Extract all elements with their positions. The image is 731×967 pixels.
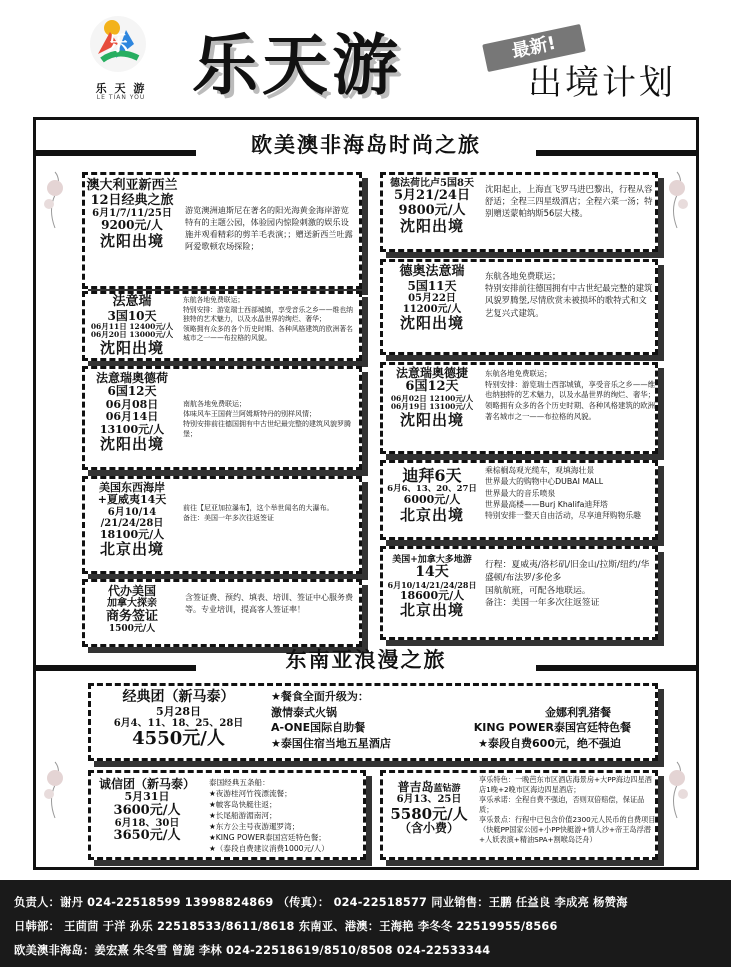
tour-description: 南航各地免费联运； 体味风车王国荷兰阿姆斯特丹的别样风情； 特别安排前往德国拥有中古世纪最完整的建筑风貌罗腾堡； (183, 400, 351, 439)
tour-label: 法意瑞 3国10天 06月11日 12400元/人 06月20日 13000元/人 沈阳出境 (90, 294, 174, 357)
tour-card-dfhb[interactable] (380, 172, 658, 252)
flower-ornament-icon (660, 170, 694, 230)
footer-line-3: 欧美澳非海岛：姜宏熹 朱冬雪 曾旎 李林 024-22518619/8510/8508 024-22533344 (14, 944, 491, 957)
flower-ornament-icon (38, 170, 72, 230)
visa-description: 含签证费、预约、填表、培训、签证中心服务费等。专业培训，提高客人签证率！ (185, 593, 353, 614)
tour-description: 沈阳起止，上海直飞罗马进巴黎出，行程从容舒适；全程三四星级酒店；全程六菜一汤；特别赠送蒙帕纳斯56层大楼。 (485, 184, 653, 219)
tour-card-australia[interactable] (82, 172, 362, 289)
tour-label: 德法荷比卢5国8天 5月21/24日 9800元/人 沈阳出境 (390, 178, 474, 236)
tour-description: 乘棕榈岛观光缆车，观填海壮景 世界最大的购物中心DUBAI MALL 世界最大的音乐喷泉 世界最高楼——Burj Khalifa迪拜塔 特别安排一整天自由活动，尽享迪拜购物乐趣 (485, 466, 641, 521)
section-title-europe (36, 128, 696, 162)
tour-card-dayr[interactable] (380, 259, 658, 355)
tour-description: 东航各地免费联运； 特别安排：游览瑞士西部城镇，享受音乐之乡——维也纳独特的艺术魅力，以及水晶世界的绚烂、奢华； 领略拥有众多的各个历史时期、各种风格建筑的欧洲著名城市之一——布拉格的风貌。 (183, 296, 353, 343)
svg-text:乐: 乐 (108, 31, 128, 55)
tour-card-fyr[interactable] (82, 291, 362, 361)
tour-description: 行程：夏威夷/洛杉矶/旧金山/拉斯/纽约/华盛顿/布法罗/多伦多 国航航班，可配各地联运。 备注：美国一年多次往返签证 (485, 560, 650, 609)
visa-label: 代办美国 加拿大探亲 商务签证 1500元/人 (105, 584, 158, 635)
tour-card-classic-xmt[interactable] (88, 683, 658, 761)
tour-card-fyrah[interactable] (82, 366, 362, 470)
tour-card-usa-canada[interactable] (380, 546, 658, 640)
tour-description: 东航各地免费联运； 特别安排：游览瑞士西部城镇，享受音乐之乡——维也纳独特的艺术魅力，以及水晶世界的绚烂、奢华； 领略拥有众多的各个历史时期、各种风格建筑的欧洲著名城市之一——布拉格的风貌。 (485, 369, 655, 421)
section-title-sea (36, 643, 696, 677)
flower-ornament-icon (660, 760, 694, 820)
tour-description: 前往【尼亚加拉瀑布】，这个举世闻名的大瀑布。 备注：美国一年多次往返签证 (183, 504, 334, 523)
visa-service-card[interactable] (82, 579, 362, 647)
section-title-sea-text: 东南亚浪漫之旅 (285, 648, 447, 672)
tour-description: 享乐特色：一晚芭东市区酒店海景房+大PP海边四星酒店1晚+2晚市区海边四星酒店； 享乐承诺：全程自费不强迫，否则双倍赔偿，保证品质； 享乐景点：行程中已包含价值2300元人民币的自费项目 （快艇PP国家公园+小PP快艇游+情人沙+帝王岛浮潜+人妖表演+精油SPA+割喉岛泛舟） (479, 775, 656, 845)
tour-card-usa-hawaii[interactable] (82, 476, 362, 574)
tour-description: 东航各地免费联运； 特别安排前往德国拥有中古世纪最完整的建筑风貌罗腾堡,尽情欣赏未被损坏的歌特式和文艺复兴式建筑。 (485, 271, 653, 318)
tour-label: 美国+加拿大多地游 14天 6月10/14/21/24/28日 18600元/人 北京出境 (387, 555, 477, 620)
tour-description: 泰国经典五条船： ★夜游桂河竹筏漂流餐； ★帔客岛快艇往返； ★长尾船游湄南河； ★东方公主号夜游暹罗湾； ★KING POWER泰国宫廷特色餐； ★（泰段自费建议消费1000元/人） (209, 778, 329, 853)
tour-card-dubai[interactable] (380, 460, 658, 540)
company-logo-icon (88, 14, 148, 74)
classic-features: ★餐食全面升级为： 激情泰式火锅 金娜利乳猪餐 A-ONE国际自助餐 KING POWER泰国宫廷特色餐 ★泰国住宿当地五星酒店 ★泰段自费600元，绝不强迫 (271, 690, 631, 750)
brand-title: 乐天游 (192, 26, 402, 104)
tour-card-phuket[interactable] (380, 770, 658, 860)
footer-line-1: 负责人：谢丹 024-22518599 13998824869 （传真）： 024-22518577 同业销售：王鹏 任益良 李成亮 杨赞海 (14, 896, 628, 909)
tour-label: 迪拜6天 6月6、13、20、27日 6000元/人 北京出境 (387, 466, 477, 524)
tour-label: 法意瑞奥德荷 6国12天 06月08日 06月14日 13100元/人 沈阳出境 (95, 371, 168, 453)
flower-ornament-icon (38, 760, 72, 820)
logo-caption: 乐 天 游 (95, 82, 147, 95)
newest-badge: 最新! (482, 24, 586, 72)
tour-card-fyrad[interactable] (380, 362, 658, 454)
page-subtitle: 出境计划 (528, 63, 676, 103)
tour-label: 普吉岛蓝钻游 6月13、25日 5580元/人 （含小费） (390, 780, 468, 836)
contact-footer (0, 880, 731, 967)
tour-label: 诚信团（新马泰） 5月31日 3600元/人 6月18、30日 3650元/人 (98, 777, 195, 844)
tour-label: 澳大利亚新西兰 12日经典之旅 6月1/7/11/25日 9200元/人 沈阳出境 (86, 178, 178, 250)
tour-label: 法意瑞奥德捷 6国12天 06月02日 12100元/人 06月19日 13100元/人 沈阳出境 (390, 366, 474, 429)
section-title-europe-text: 欧美澳非海岛时尚之旅 (251, 133, 481, 157)
footer-line-2: 日韩部： 王茴茴 于洋 孙乐 22518533/8611/8618 东南亚、港澳：王海艳 李冬冬 22519955/8566 (14, 920, 558, 933)
tour-card-honest-xmt[interactable] (88, 770, 366, 860)
tour-label: 美国东西海岸 +夏威夷14天 6月10/14 /21/24/28日 18100元/人 北京出境 (97, 481, 167, 559)
header (0, 0, 731, 115)
tour-description: 游览澳洲迪斯尼在著名的阳光海黄金海岸游览特有的主题公园，体验园内惊险刺激的娱乐设施并观看精彩的剪羊毛表演；；赠送新西兰吐露阿爱歌顿农场探险； (185, 205, 353, 251)
tour-label: 经典团（新马泰） 5月28日 6月4、11、18、25、28日 4550元/人 (113, 689, 244, 750)
logo-subcaption: LE TIAN YOU (96, 94, 146, 101)
tour-label: 德奥法意瑞 5国11天 05月22日 11200元/人 沈阳出境 (399, 264, 465, 333)
